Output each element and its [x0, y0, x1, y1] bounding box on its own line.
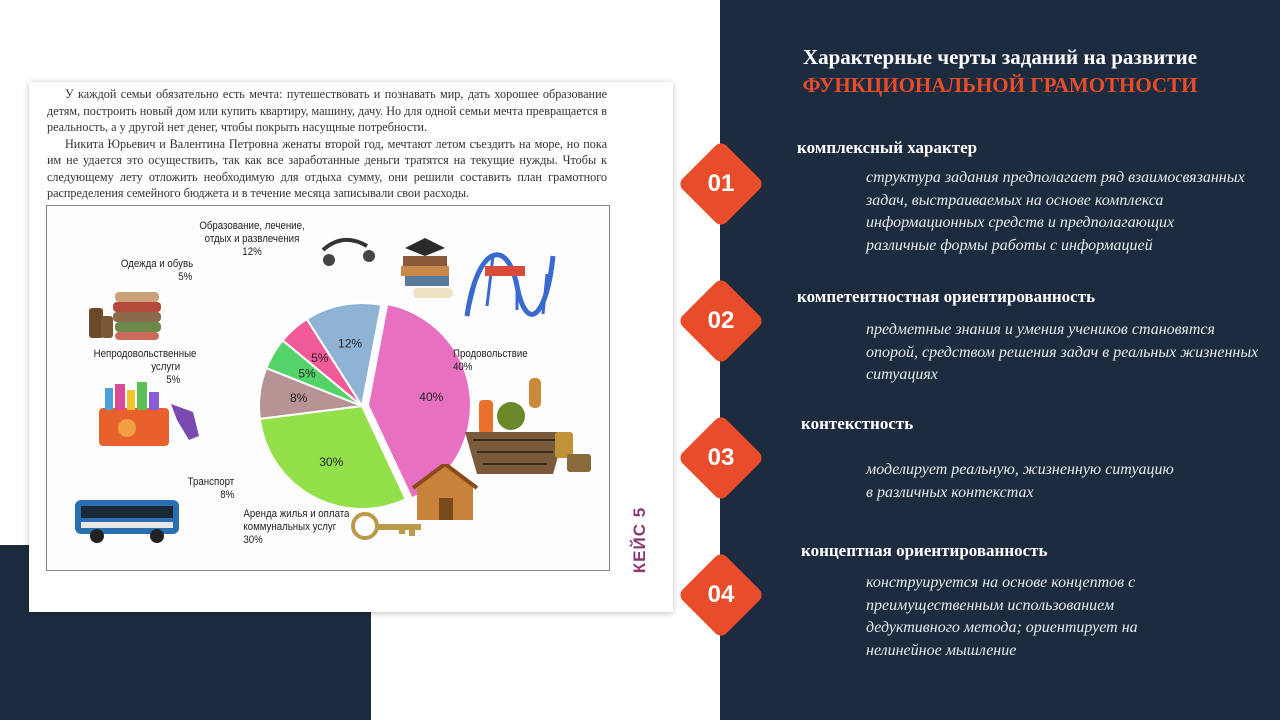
bus-illustration: [73, 494, 183, 546]
label-education-value: 12%: [242, 246, 262, 258]
label-education: [195, 220, 309, 259]
slide-title: [760, 43, 1240, 99]
label-clothes-value: 5%: [178, 271, 193, 283]
label-education-line2: отдых и развлечения: [204, 233, 300, 245]
label-clothes: [113, 258, 201, 284]
slice-education-value-label: 12%: [338, 336, 363, 351]
label-nonfood-line1: Непродовольственные: [93, 348, 197, 360]
slice-nonfood-services-value-label: 5%: [298, 366, 316, 381]
label-nonfood-line2: услуги: [151, 361, 181, 373]
slice-food-value-label: 40%: [419, 390, 444, 405]
chart-frame: [46, 205, 610, 571]
slice-transport-value-label: 8%: [289, 390, 308, 405]
label-rent-line1: Аренда жилья и оплата: [243, 508, 350, 520]
number-02: 02: [707, 307, 735, 334]
label-education-line1: Образование, лечение,: [199, 220, 305, 232]
number-03: 03: [707, 444, 735, 471]
slide-title-line2: ФУНКЦИОНАЛЬНОЙ ГРАМОТНОСТИ: [802, 73, 1198, 97]
label-transport-value: 8%: [220, 489, 235, 501]
label-food-value: 40%: [453, 361, 473, 373]
label-nonfood-value: 5%: [166, 374, 181, 386]
label-food: [453, 348, 541, 374]
feature-text-04: конструируется на основе концептов с преимущественным использованием дедуктивного метода; ориентирует на нелинейное мышление: [866, 574, 1138, 659]
feature-heading-02: компетентностная ориентированность: [797, 287, 1096, 306]
feature-heading-01: комплексный характер: [797, 138, 978, 157]
household-goods-illustration: [87, 374, 207, 452]
feature-text-03: моделирует реальную, жизненную ситуацию в различных контекстах: [866, 461, 1174, 501]
case-text: [47, 86, 607, 202]
case-paragraph-1: У каждой семьи обязательно есть мечта: путешествовать и познавать мир, дать хорошее образование детям, построить новый дом или купить квартиру, машину, дачу. Но для одной семьи мечта превращается в реальность, а у другой нет денег, чтобы покрыть насущные потребности.: [47, 87, 607, 134]
number-01: 01: [707, 170, 735, 197]
label-food-line1: Продовольствие: [453, 348, 528, 360]
feature-text-02: предметные знания и умения учеников становятся опорой, средством решения задач в реальных жизненных ситуациях: [866, 321, 1259, 383]
feature-heading-04: концептная ориентированность: [801, 541, 1048, 560]
case-paragraph-2: Никита Юрьевич и Валентина Петровна женаты второй год, мечтают летом съездить на море, но пока им не удается это осуществить, так как все заработанные деньги тратятся на текущие нужды. Чтобы к следующему лету отложить необходимую для отдыха сумму, они решили составить план грамотного распределения семейного бюджета и в течение месяца записывали свои расходы.: [47, 136, 607, 200]
label-clothes-line1: Одежда и обувь: [120, 258, 194, 270]
feature-text-01: структура задания предполагает ряд взаимосвязанных задач, выстраиваемых на основе комплекса информационных средств и предполагающих различные формы работы с информацией: [866, 169, 1245, 254]
slice-rent-value-label: 30%: [319, 454, 344, 469]
clothes-illustration: [85, 284, 165, 346]
slide-title-line1: Характерные черты заданий на развитие: [802, 45, 1198, 69]
label-rent-value: 30%: [243, 534, 263, 546]
label-rent-line2: коммунальных услуг: [243, 521, 337, 533]
case-card: [29, 82, 673, 612]
case-badge-label: КЕЙС 5: [630, 506, 649, 574]
slice-clothes-value-label: 5%: [311, 351, 329, 366]
education-leisure-illustration: [317, 226, 557, 326]
case-badge: [625, 500, 655, 580]
feature-heading-03: контекстность: [801, 414, 914, 433]
label-transport-line1: Транспорт: [187, 476, 235, 488]
house-keys-illustration: [349, 464, 479, 548]
number-04: 04: [707, 581, 735, 608]
